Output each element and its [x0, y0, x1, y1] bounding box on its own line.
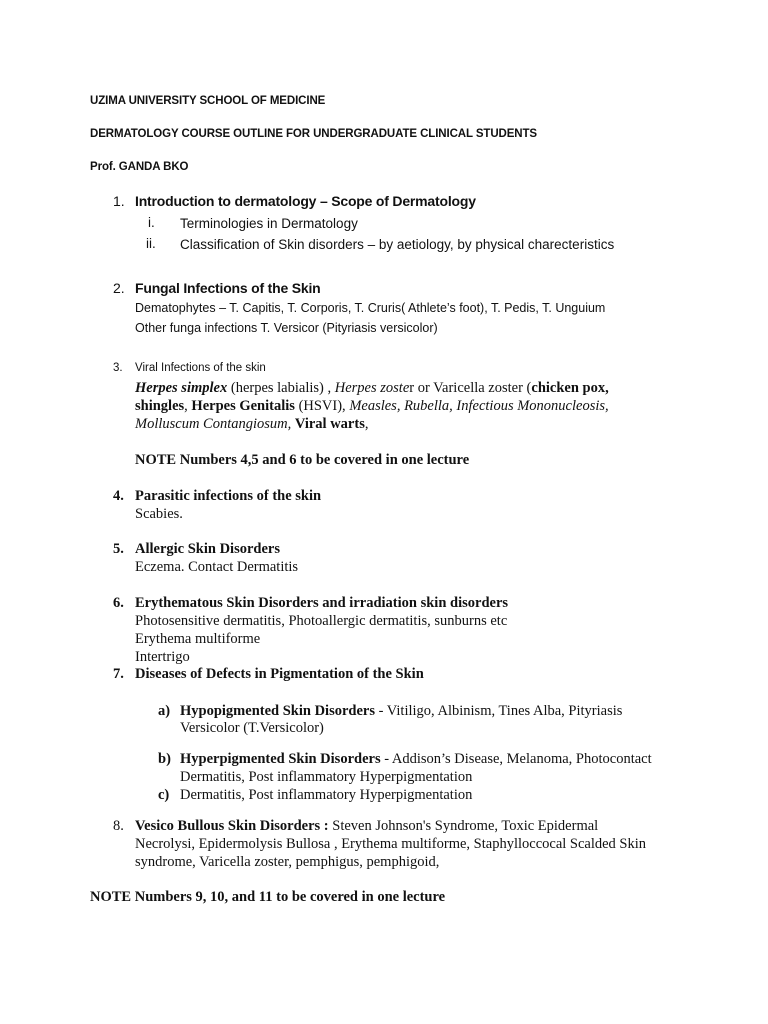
- item7-number: 7.: [113, 666, 124, 682]
- item6-line2: Erythema multiforme: [135, 631, 261, 647]
- item5-title: Allergic Skin Disorders: [135, 541, 280, 557]
- note-lecture-4-6: NOTE Numbers 4,5 and 6 to be covered in one lecture: [135, 452, 470, 468]
- item7b-line2: Dermatitis, Post inflammatory Hyperpigmentation: [180, 769, 473, 785]
- item1-number: 1.: [113, 193, 125, 209]
- item7c-label: c): [158, 787, 170, 803]
- item8-number: 8.: [113, 818, 124, 834]
- university-heading: UZIMA UNIVERSITY SCHOOL OF MEDICINE: [90, 95, 326, 107]
- item2-line1: Dematophytes – T. Capitis, T. Corporis, T. Cruris( Athlete’s foot), T. Pedis, T. Unguium: [135, 301, 606, 315]
- item3-title: Viral Infections of the skin: [135, 362, 266, 374]
- item2-number: 2.: [113, 280, 125, 296]
- course-heading: DERMATOLOGY COURSE OUTLINE FOR UNDERGRADUATE CLINICAL STUDENTS: [90, 128, 537, 140]
- item1-title: Introduction to dermatology – Scope of Dermatology: [135, 193, 476, 209]
- item5-number: 5.: [113, 541, 124, 557]
- item2-line2: Other funga infections T. Versicor (Pityriasis versicolor): [135, 321, 438, 335]
- item3-line1: Herpes simplex (herpes labialis) , Herpes zoster or Varicella zoster (chicken pox,: [135, 380, 609, 396]
- herpes-simplex-text: Herpes simplex: [135, 380, 228, 396]
- item1-sub2-number: ii.: [146, 236, 156, 251]
- item1-sub2-text: Classification of Skin disorders – by aetiology, by physical charecteristics: [180, 237, 615, 252]
- item4-title: Parasitic infections of the skin: [135, 488, 322, 504]
- item1-sub1-text: Terminologies in Dermatology: [180, 216, 358, 231]
- item3-line3: Molluscum Contangiosum, Viral warts,: [135, 416, 369, 432]
- item7a-line2: Versicolor (T.Versicolor): [180, 720, 324, 736]
- item4-number: 4.: [113, 488, 124, 504]
- item3-number: 3.: [113, 362, 123, 374]
- item5-line1: Eczema. Contact Dermatitis: [135, 559, 299, 575]
- item6-line3: Intertrigo: [135, 649, 190, 665]
- item7b-label: b): [158, 751, 171, 767]
- item7c-text: Dermatitis, Post inflammatory Hyperpigmentation: [180, 787, 473, 803]
- item8-line3: syndrome, Varicella zoster, pemphigus, pemphigoid,: [135, 854, 440, 870]
- item7a-line1: Hypopigmented Skin Disorders - Vitiligo, Albinism, Tines Alba, Pityriasis: [180, 703, 623, 719]
- item7-title: Diseases of Defects in Pigmentation of the Skin: [135, 666, 424, 682]
- item7a-label: a): [158, 703, 171, 719]
- item6-title: Erythematous Skin Disorders and irradiation skin disorders: [135, 595, 509, 611]
- item6-number: 6.: [113, 595, 124, 611]
- item3-line2: shingles, Herpes Genitalis (HSVI), Measles, Rubella, Infectious Mononucleosis,: [135, 398, 609, 414]
- item8-line1: Vesico Bullous Skin Disorders : Steven Johnson's Syndrome, Toxic Epidermal: [135, 818, 599, 834]
- item1-sub1-number: i.: [148, 215, 155, 230]
- item6-line1: Photosensitive dermatitis, Photoallergic dermatitis, sunburns etc: [135, 613, 508, 629]
- item8-line2: Necrolysi, Epidermolysis Bullosa , Erythema multiforme, Staphylloccocal Scalded Skin: [135, 836, 647, 852]
- item7b-line1: Hyperpigmented Skin Disorders - Addison’s Disease, Melanoma, Photocontact: [180, 751, 652, 767]
- note-lecture-9-11: NOTE Numbers 9, 10, and 11 to be covered in one lecture: [90, 889, 446, 905]
- item4-line1: Scabies.: [135, 506, 183, 522]
- professor-name: Prof. GANDA BKO: [90, 161, 189, 173]
- item2-title: Fungal Infections of the Skin: [135, 280, 321, 296]
